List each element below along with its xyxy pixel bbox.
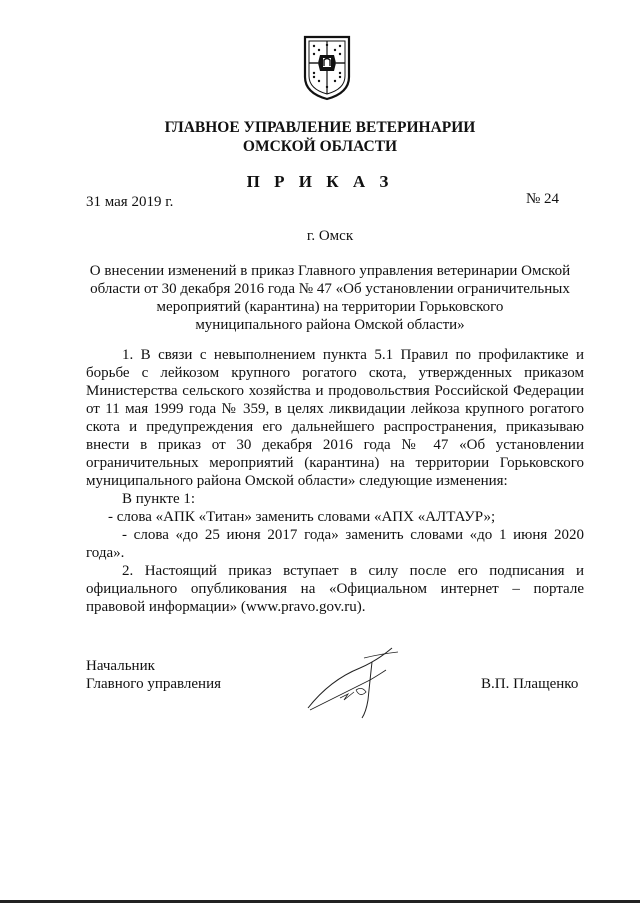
order-body [86, 346, 584, 616]
document-type-title: П Р И К А З [246, 172, 394, 191]
body-line: от 11 мая 1999 года № 359, в целях ликвидации лейкоза крупного рогатого [86, 401, 584, 417]
body-line: - слова «до 25 июня 2017 года» заменить словами «до 1 июня 2020 [122, 527, 584, 543]
signatory-name: В.П. Плащенко [481, 676, 579, 692]
signatory-position-line-2: Главного управления [86, 676, 221, 692]
handwritten-signature [300, 640, 410, 720]
subject-line: муниципального района Омской области» [195, 317, 465, 333]
body-line: 1. В связи с невыполнением пункта 5.1 Правил по профилактике и [122, 347, 584, 363]
body-line: официального опубликования на «Официальном интернет – портале [86, 581, 584, 597]
body-line: года». [86, 545, 125, 561]
body-line: муниципального района Омской области» следующие изменения: [86, 473, 508, 489]
body-line: В пункте 1: [122, 491, 196, 507]
document-number: № 24 [526, 191, 560, 207]
organization-name-line-2: ОМСКОЙ ОБЛАСТИ [242, 138, 398, 155]
body-line: скота и предупреждения его дальнейшего распространения, приказываю [86, 419, 584, 435]
body-line: борьбе с лейкозом крупного рогатого скота, утвержденных приказом [86, 365, 584, 381]
subject-block [60, 262, 600, 334]
signatory-position-line-1: Начальник [86, 658, 155, 674]
subject-line: О внесении изменений в приказ Главного управления ветеринарии Омской [89, 263, 571, 279]
subject-line: области от 30 декабря 2016 года № 47 «Об установлении ограничительных [90, 281, 570, 297]
body-line: ограничительных мероприятий (карантина) на территории Горьковского [86, 455, 584, 471]
organization-name-line-1: ГЛАВНОЕ УПРАВЛЕНИЕ ВЕТЕРИНАРИИ [164, 119, 476, 136]
scan-edge-divider [0, 900, 640, 903]
body-line: внести в приказ от 30 декабря 2016 года № 47 «Об установлении [86, 437, 584, 453]
body-line: Министерства сельского хозяйства и продовольствия Российской Федерации [86, 383, 584, 399]
coat-of-arms-emblem [303, 33, 351, 101]
body-line: - слова «АПК «Титан» заменить словами «АПХ «АЛТАУР»; [108, 509, 496, 525]
body-line: правовой информации» (www.pravo.gov.ru). [86, 599, 366, 615]
subject-line: мероприятий (карантина) на территории Горьковского [156, 299, 504, 315]
body-line: 2. Настоящий приказ вступает в силу после его подписания и [122, 563, 584, 579]
document-date: 31 мая 2019 г. [86, 194, 174, 210]
city: г. Омск [306, 228, 354, 244]
